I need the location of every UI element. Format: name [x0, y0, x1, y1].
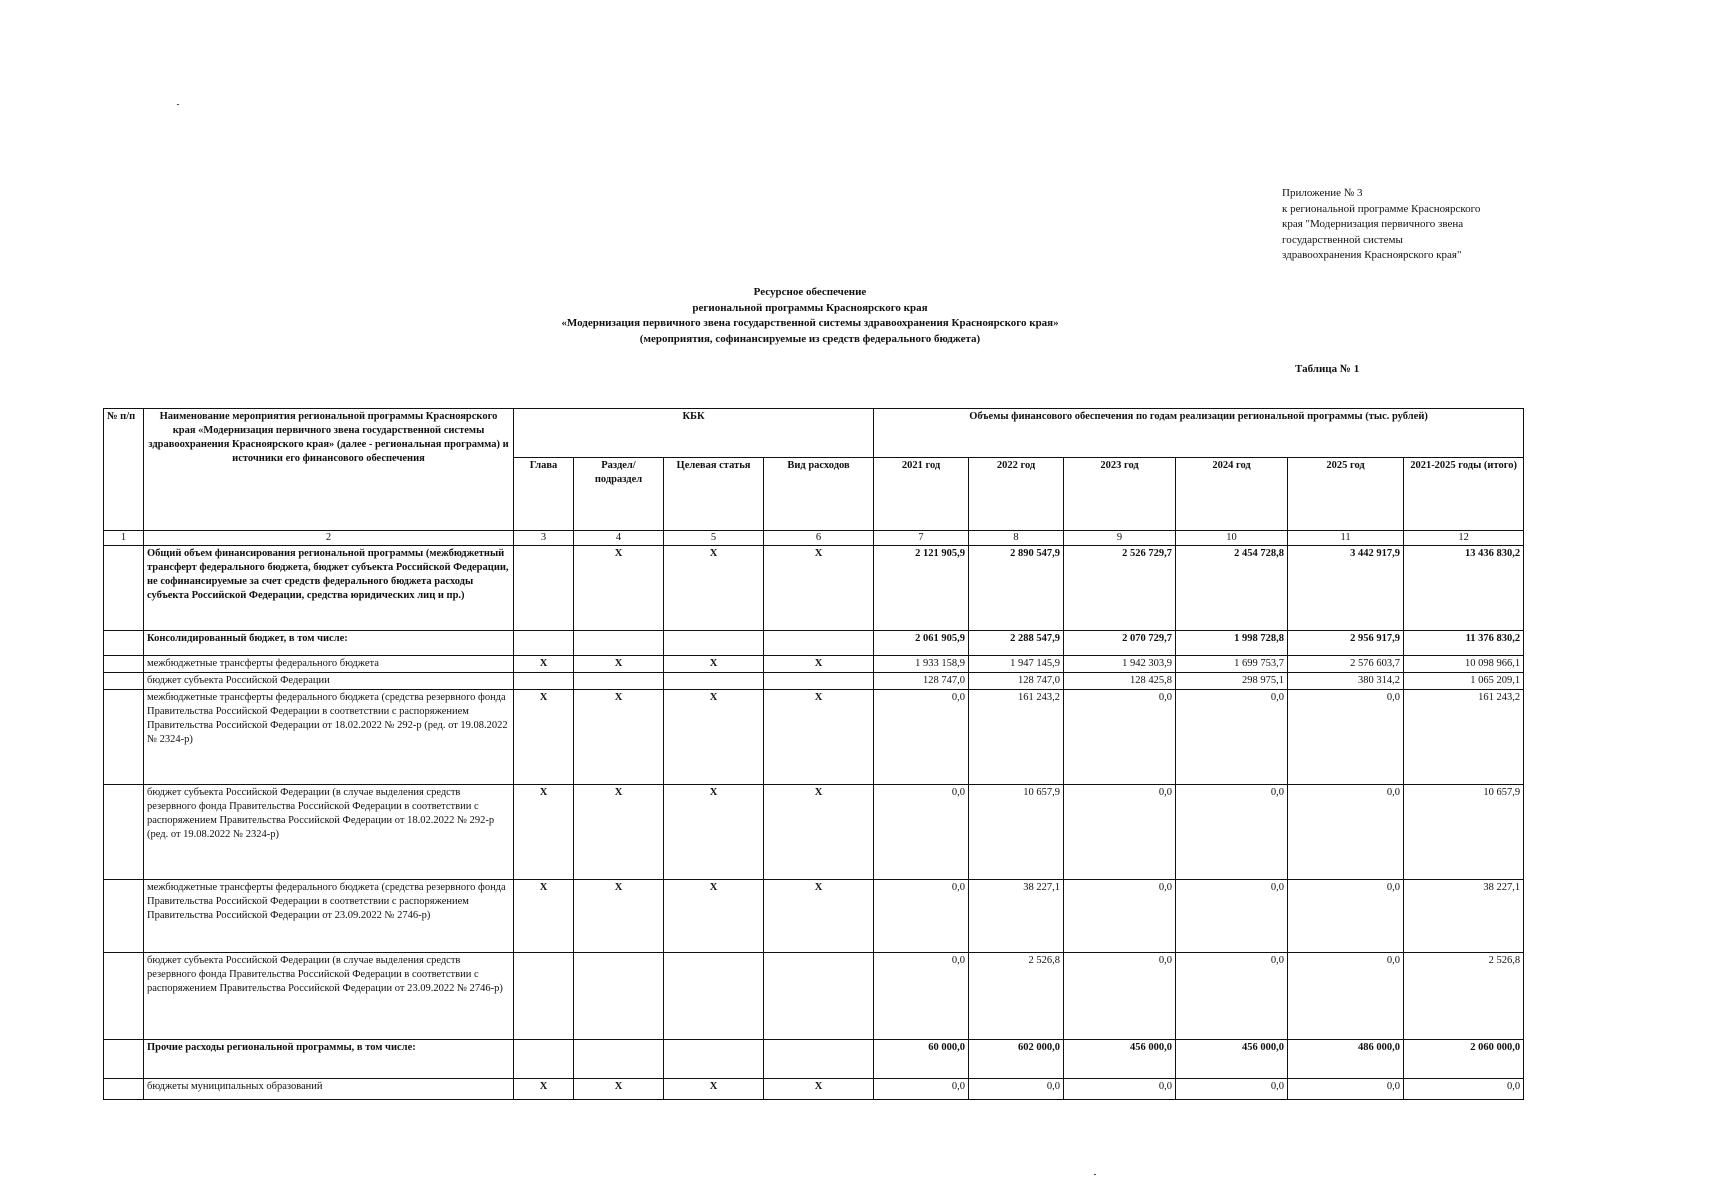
header-celevaya: Целевая статья: [664, 458, 764, 531]
amount-total-cell: 10 657,9: [1404, 785, 1524, 880]
amount-y2021-cell: 60 000,0: [874, 1040, 969, 1079]
row-name-cell: бюджеты муниципальных образований: [144, 1079, 514, 1100]
column-number: 2: [144, 531, 514, 546]
column-number: 1: [104, 531, 144, 546]
column-number: 4: [574, 531, 664, 546]
appendix-note: [1282, 186, 1542, 264]
header-2025: 2025 год: [1288, 458, 1404, 531]
row-name-cell: бюджет субъекта Российской Федерации (в случае выделения средств резервного фонда Правительства Российской Федерации в соответствии с распоряжением Правительства Российской Федерации от 23.09.2022 № 2746-р): [144, 953, 514, 1040]
kbk-celevaya-cell: [664, 1040, 764, 1079]
amount-y2025-cell: 0,0: [1288, 690, 1404, 785]
amount-y2025-cell: 0,0: [1288, 1079, 1404, 1100]
amount-y2022-cell: 0,0: [969, 1079, 1064, 1100]
row-number-cell: [104, 673, 144, 690]
amount-y2024-cell: 456 000,0: [1176, 1040, 1288, 1079]
amount-y2025-cell: 2 576 603,7: [1288, 656, 1404, 673]
kbk-glava-cell: [514, 1040, 574, 1079]
amount-total-cell: 161 243,2: [1404, 690, 1524, 785]
column-number: 10: [1176, 531, 1288, 546]
column-number: 3: [514, 531, 574, 546]
total-financing-row: [104, 546, 1524, 631]
row-name-cell: бюджет субъекта Российской Федерации: [144, 673, 514, 690]
amount-y2024-cell: 0,0: [1176, 690, 1288, 785]
header-kbk: КБК: [514, 409, 874, 458]
amount-y2024-cell: 2 454 728,8: [1176, 546, 1288, 631]
amount-y2023-cell: 0,0: [1064, 880, 1176, 953]
header-razdel: Раздел/ подраздел: [574, 458, 664, 531]
reserve-fund-regional-row-1: [104, 785, 1524, 880]
amount-y2025-cell: 0,0: [1288, 880, 1404, 953]
kbk-razdel-cell: X: [574, 546, 664, 631]
amount-total-cell: 2 526,8: [1404, 953, 1524, 1040]
header-2022: 2022 год: [969, 458, 1064, 531]
column-number: 12: [1404, 531, 1524, 546]
amount-y2025-cell: 380 314,2: [1288, 673, 1404, 690]
row-number-cell: [104, 656, 144, 673]
amount-y2024-cell: 1 998 728,8: [1176, 631, 1288, 656]
header-row: [104, 409, 1524, 458]
row-number-cell: [104, 690, 144, 785]
amount-y2023-cell: 128 425,8: [1064, 673, 1176, 690]
header-vid: Вид расходов: [764, 458, 874, 531]
appendix-line: здравоохранения Красноярского края": [1282, 249, 1462, 261]
kbk-glava-cell: X: [514, 1079, 574, 1100]
row-number-cell: [104, 880, 144, 953]
kbk-vid-cell: X: [764, 690, 874, 785]
other-expenses-row: [104, 1040, 1524, 1079]
amount-y2021-cell: 0,0: [874, 880, 969, 953]
column-number: 7: [874, 531, 969, 546]
kbk-vid-cell: [764, 953, 874, 1040]
row-name-cell: межбюджетные трансферты федерального бюджета (средства резервного фонда Правительства Российской Федерации в соответствии с распоряжением Правительства Российской Федерации от 18.02.2022 № 292-р (ред. от 19.08.2022 № 2324-р): [144, 690, 514, 785]
row-number-cell: [104, 1040, 144, 1079]
header-glava: Глава: [514, 458, 574, 531]
column-number: 5: [664, 531, 764, 546]
kbk-vid-cell: X: [764, 546, 874, 631]
consolidated-budget-row: [104, 631, 1524, 656]
column-number: 6: [764, 531, 874, 546]
amount-y2021-cell: 0,0: [874, 1079, 969, 1100]
appendix-line: края "Модернизация первичного звена: [1282, 218, 1464, 230]
row-number-cell: [104, 953, 144, 1040]
amount-y2023-cell: 1 942 303,9: [1064, 656, 1176, 673]
amount-y2024-cell: 0,0: [1176, 953, 1288, 1040]
kbk-celevaya-cell: [664, 953, 764, 1040]
amount-y2022-cell: 38 227,1: [969, 880, 1064, 953]
kbk-vid-cell: [764, 1040, 874, 1079]
resource-table: [103, 408, 1524, 1100]
kbk-razdel-cell: X: [574, 785, 664, 880]
header-2024: 2024 год: [1176, 458, 1288, 531]
appendix-line: Приложение № 3: [1282, 187, 1363, 199]
amount-total-cell: 2 060 000,0: [1404, 1040, 1524, 1079]
kbk-razdel-cell: [574, 673, 664, 690]
amount-y2025-cell: 0,0: [1288, 953, 1404, 1040]
appendix-line: государственной системы: [1282, 233, 1403, 246]
kbk-glava-cell: [514, 673, 574, 690]
reserve-fund-federal-row-1: [104, 690, 1524, 785]
amount-total-cell: 1 065 209,1: [1404, 673, 1524, 690]
amount-y2022-cell: 128 747,0: [969, 673, 1064, 690]
row-number-cell: [104, 546, 144, 631]
header-name: Наименование мероприятия региональной программы Красноярского края «Модернизация первичного звена государственной системы здравоохранения Красноярского края» (далее - региональная программа) и источники его финансового обеспечения: [144, 409, 514, 531]
amount-y2022-cell: 2 288 547,9: [969, 631, 1064, 656]
reserve-fund-federal-row-2: [104, 880, 1524, 953]
row-number-cell: [104, 785, 144, 880]
federal-transfers-row: [104, 656, 1524, 673]
kbk-razdel-cell: X: [574, 656, 664, 673]
kbk-celevaya-cell: [664, 631, 764, 656]
row-name-cell: Общий объем финансирования региональной программы (межбюджетный трансферт федерального бюджета, бюджет субъекта Российской Федерации, не софинансируемые за счет средств федерального бюджета расходы субъекта Российской Федерации, средства юридических лиц и пр.): [144, 546, 514, 631]
column-number: 8: [969, 531, 1064, 546]
header-num: № п/п: [104, 409, 144, 531]
scan-speck: [177, 104, 179, 105]
amount-y2023-cell: 456 000,0: [1064, 1040, 1176, 1079]
amount-y2024-cell: 0,0: [1176, 785, 1288, 880]
kbk-celevaya-cell: X: [664, 1079, 764, 1100]
table-label: Таблица № 1: [1295, 363, 1360, 375]
amount-total-cell: 38 227,1: [1404, 880, 1524, 953]
amount-y2023-cell: 0,0: [1064, 785, 1176, 880]
kbk-razdel-cell: X: [574, 880, 664, 953]
kbk-glava-cell: X: [514, 880, 574, 953]
amount-y2025-cell: 0,0: [1288, 785, 1404, 880]
kbk-celevaya-cell: X: [664, 690, 764, 785]
kbk-glava-cell: [514, 631, 574, 656]
kbk-celevaya-cell: X: [664, 656, 764, 673]
amount-y2022-cell: 2 890 547,9: [969, 546, 1064, 631]
title-line: (мероприятия, софинансируемые из средств федерального бюджета): [639, 332, 981, 345]
kbk-vid-cell: [764, 673, 874, 690]
row-number-cell: [104, 631, 144, 656]
scan-speck: [1094, 1174, 1096, 1175]
row-name-cell: Прочие расходы региональной программы, в том числе:: [144, 1040, 514, 1079]
amount-y2021-cell: 2 061 905,9: [874, 631, 969, 656]
amount-y2021-cell: 2 121 905,9: [874, 546, 969, 631]
amount-y2021-cell: 0,0: [874, 785, 969, 880]
kbk-glava-cell: X: [514, 785, 574, 880]
kbk-vid-cell: X: [764, 656, 874, 673]
amount-y2024-cell: 298 975,1: [1176, 673, 1288, 690]
amount-y2022-cell: 2 526,8: [969, 953, 1064, 1040]
kbk-celevaya-cell: X: [664, 785, 764, 880]
amount-total-cell: 13 436 830,2: [1404, 546, 1524, 631]
title-line: «Модернизация первичного звена государственной системы здравоохранения Красноярского края»: [561, 317, 1059, 329]
kbk-celevaya-cell: [664, 673, 764, 690]
amount-y2023-cell: 0,0: [1064, 690, 1176, 785]
amount-y2022-cell: 161 243,2: [969, 690, 1064, 785]
municipal-budgets-row: [104, 1079, 1524, 1100]
kbk-glava-cell: [514, 953, 574, 1040]
title-line: региональной программы Красноярского края: [692, 301, 928, 314]
amount-y2025-cell: 486 000,0: [1288, 1040, 1404, 1079]
row-name-cell: Консолидированный бюджет, в том числе:: [144, 631, 514, 656]
row-name-cell: бюджет субъекта Российской Федерации (в случае выделения средств резервного фонда Правительства Российской Федерации в соответствии с распоряжением Правительства Российской Федерации от 18.02.2022 № 292-р (ред. от 19.08.2022 № 2324-р): [144, 785, 514, 880]
kbk-razdel-cell: [574, 1040, 664, 1079]
kbk-vid-cell: [764, 631, 874, 656]
amount-y2022-cell: 1 947 145,9: [969, 656, 1064, 673]
amount-total-cell: 0,0: [1404, 1079, 1524, 1100]
kbk-vid-cell: X: [764, 785, 874, 880]
document-title: [380, 285, 1240, 347]
kbk-celevaya-cell: X: [664, 546, 764, 631]
row-name-cell: межбюджетные трансферты федерального бюджета (средства резервного фонда Правительства Российской Федерации в соответствии с распоряжением Правительства Российской Федерации от 23.09.2022 № 2746-р): [144, 880, 514, 953]
column-number: 9: [1064, 531, 1176, 546]
amount-y2021-cell: 0,0: [874, 690, 969, 785]
header-total: 2021-2025 годы (итого): [1404, 458, 1524, 531]
amount-y2023-cell: 0,0: [1064, 1079, 1176, 1100]
amount-y2021-cell: 0,0: [874, 953, 969, 1040]
kbk-vid-cell: X: [764, 1079, 874, 1100]
column-number: 11: [1288, 531, 1404, 546]
amount-y2021-cell: 1 933 158,9: [874, 656, 969, 673]
header-volumes: Объемы финансового обеспечения по годам реализации региональной программы (тыс. рублей): [874, 409, 1524, 458]
row-number-cell: [104, 1079, 144, 1100]
header-2023: 2023 год: [1064, 458, 1176, 531]
amount-total-cell: 11 376 830,2: [1404, 631, 1524, 656]
header-2021: 2021 год: [874, 458, 969, 531]
amount-y2024-cell: 0,0: [1176, 880, 1288, 953]
reserve-fund-regional-row-2: [104, 953, 1524, 1040]
kbk-razdel-cell: X: [574, 1079, 664, 1100]
kbk-razdel-cell: X: [574, 690, 664, 785]
amount-total-cell: 10 098 966,1: [1404, 656, 1524, 673]
amount-y2024-cell: 1 699 753,7: [1176, 656, 1288, 673]
kbk-glava-cell: X: [514, 656, 574, 673]
title-line: Ресурсное обеспечение: [753, 286, 867, 298]
row-name-cell: межбюджетные трансферты федерального бюджета: [144, 656, 514, 673]
amount-y2024-cell: 0,0: [1176, 1079, 1288, 1100]
amount-y2021-cell: 128 747,0: [874, 673, 969, 690]
amount-y2022-cell: 602 000,0: [969, 1040, 1064, 1079]
appendix-line: к региональной программе Красноярского: [1282, 202, 1481, 215]
kbk-razdel-cell: [574, 631, 664, 656]
amount-y2025-cell: 3 442 917,9: [1288, 546, 1404, 631]
kbk-celevaya-cell: X: [664, 880, 764, 953]
kbk-glava-cell: X: [514, 690, 574, 785]
kbk-razdel-cell: [574, 953, 664, 1040]
regional-budget-row: [104, 673, 1524, 690]
column-number-row: [104, 531, 1524, 546]
kbk-vid-cell: X: [764, 880, 874, 953]
amount-y2023-cell: 2 526 729,7: [1064, 546, 1176, 631]
kbk-glava-cell: [514, 546, 574, 631]
amount-y2022-cell: 10 657,9: [969, 785, 1064, 880]
amount-y2023-cell: 0,0: [1064, 953, 1176, 1040]
amount-y2025-cell: 2 956 917,9: [1288, 631, 1404, 656]
amount-y2023-cell: 2 070 729,7: [1064, 631, 1176, 656]
